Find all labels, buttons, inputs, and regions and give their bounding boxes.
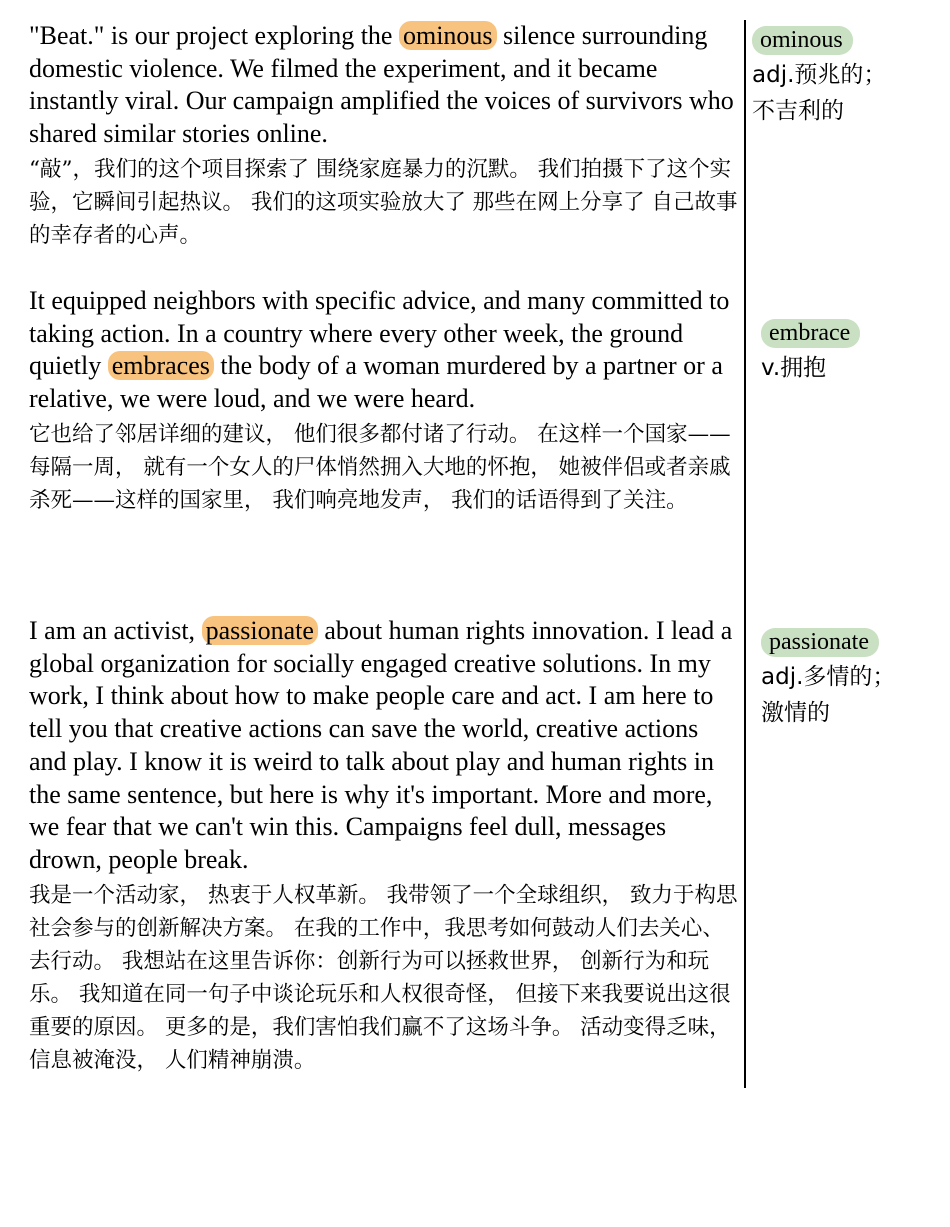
- gloss-definition-3: adj.多情的；激情的: [761, 664, 896, 726]
- gloss-word-1[interactable]: ominous: [752, 26, 853, 55]
- gloss-definition-1: adj.预兆的；不吉利的: [752, 62, 887, 124]
- passage-1-english: [29, 20, 741, 151]
- passage-1-text-before: "Beat." is our project exploring the: [29, 21, 399, 50]
- passage-3-chinese: 我是一个活动家， 热衷于人权革新。 我带领了一个全球组织， 致力于构思社会参与的创新解决方案。 在我的工作中，我思考如何鼓动人们去关心、去行动。 我想站在这里告诉你：创新行为可以拯救世界， 创新行为和玩乐。 我知道在同一句子中谈论玩乐和人权很奇怪， 但接下来我要说出这很重要的原因。 更多的是，我们害怕我们赢不了这场斗争。 活动变得乏味， 信息被淹没， 人们精神崩溃。: [29, 882, 738, 1073]
- gloss-entry-3: [761, 628, 906, 731]
- gloss-word-2[interactable]: embrace: [761, 319, 860, 348]
- gloss-definition-2: v.拥抱: [761, 355, 827, 381]
- column-divider: [744, 20, 746, 1088]
- passage-2: [29, 285, 741, 517]
- passage-2-english: [29, 285, 741, 416]
- passage-1: [29, 20, 741, 252]
- passage-2-chinese: 它也给了邻居详细的建议， 他们很多都付诸了行动。 在这样一个国家——每隔一周， 就有一个女人的尸体悄然拥入大地的怀抱， 她被伴侣或者亲戚杀死——这样的国家里， 我们响亮地发声， 我们的话语得到了关注。: [29, 421, 731, 513]
- passage-2-highlighted-word[interactable]: embraces: [108, 351, 214, 380]
- passage-2-text-after: the body of a woman murdered by a partner or a relative, we were loud, and we were heard.: [29, 351, 723, 414]
- passage-3-english: [29, 615, 741, 877]
- passage-1-highlighted-word[interactable]: ominous: [399, 21, 497, 50]
- passage-3-text-before: I am an activist,: [29, 616, 202, 645]
- passage-3-text-after: about human rights innovation. I lead a global organization for socially engaged creative solutions. In my work, I think about how to make people care and act. I am here to tell you that creative actions can save the world, creative actions and play. I know it is weird to talk about play and human rights in the same sentence, but here is why it's important. More and more, we fear that we can't win this. Campaigns feel dull, messages drown, people break.: [29, 616, 733, 874]
- passage-3: [29, 615, 741, 1077]
- gloss-entry-1: [752, 26, 902, 129]
- gloss-word-3[interactable]: passionate: [761, 628, 879, 657]
- gloss-entry-2: [761, 319, 911, 386]
- passage-3-highlighted-word[interactable]: passionate: [202, 616, 318, 645]
- passage-1-chinese: “敲”，我们的这个项目探索了 围绕家庭暴力的沉默。 我们拍摄下了这个实验，它瞬间引起热议。 我们的这项实验放大了 那些在网上分享了 自己故事的幸存者的心声。: [29, 156, 738, 248]
- passage-1-text-after: silence surrounding domestic violence. We filmed the experiment, and it became instantly viral. Our campaign amplified the voices of survivors who shared similar stories online.: [29, 21, 734, 149]
- passage-2-text-before: It equipped neighbors with specific advice, and many committed to taking action. In a country where every other week, the ground quietly: [29, 286, 730, 381]
